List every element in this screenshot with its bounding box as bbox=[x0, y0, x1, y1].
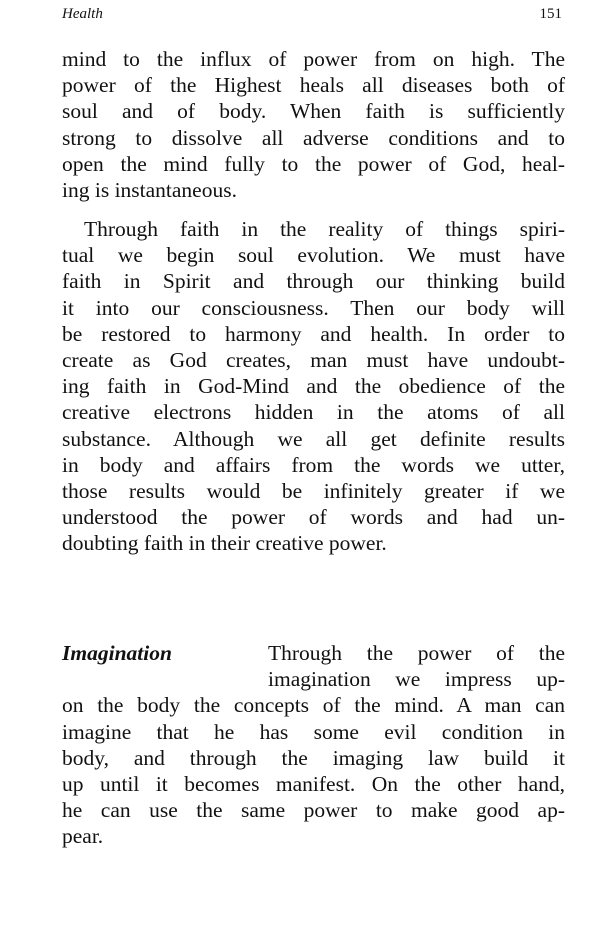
text-line: Through faith in the reality of things spiri- bbox=[84, 217, 565, 241]
text-line: create as God creates, man must have undoubt- bbox=[62, 347, 565, 372]
text-line: mind to the influx of power from on high. The bbox=[62, 47, 565, 71]
text-line: on the body the concepts of the mind. A man can bbox=[62, 693, 565, 718]
text-line: faith in Spirit and through our thinking build bbox=[62, 269, 565, 294]
text-line: ing is instantaneous. bbox=[62, 177, 237, 202]
section-subheading: Imagination bbox=[62, 641, 172, 665]
text-line: body, and through the imaging law build it bbox=[62, 745, 565, 770]
text-line: doubting faith in their creative power. bbox=[62, 531, 387, 556]
page-number: 151 bbox=[539, 6, 562, 22]
text-line: substance. Although we all get definite results bbox=[62, 426, 565, 451]
text-line: tual we begin soul evolution. We must have bbox=[62, 243, 565, 268]
text-line: pear. bbox=[62, 824, 104, 849]
text-line: in body and affairs from the words we utter, bbox=[62, 452, 565, 477]
text-line: imagination we impress up- bbox=[268, 667, 565, 692]
text-line: strong to dissolve all adverse conditions and to bbox=[62, 125, 565, 150]
text-line: creative electrons hidden in the atoms of all bbox=[62, 400, 565, 425]
text-line: imagine that he has some evil condition in bbox=[62, 719, 565, 744]
text-line: soul and of body. When faith is sufficiently bbox=[62, 99, 565, 124]
text-line: up until it becomes manifest. On the other hand, bbox=[62, 771, 565, 796]
text-line: ing faith in God-Mind and the obedience of the bbox=[62, 374, 565, 399]
text-line: understood the power of words and had un- bbox=[62, 505, 565, 530]
text-line: be restored to harmony and health. In order to bbox=[62, 321, 565, 346]
running-head: Health bbox=[62, 6, 103, 22]
paragraph-2 bbox=[62, 216, 565, 556]
text-line: open the mind fully to the power of God, heal- bbox=[62, 151, 565, 176]
paragraph-3 bbox=[62, 640, 565, 850]
text-line: Through the power of the bbox=[268, 641, 565, 665]
text-line: those results would be infinitely greater if we bbox=[62, 478, 565, 503]
text-line: he can use the same power to make good ap- bbox=[62, 798, 565, 823]
subhead-row bbox=[62, 640, 565, 666]
paragraph-1 bbox=[62, 46, 565, 203]
text-line: power of the Highest heals all diseases both of bbox=[62, 73, 565, 98]
text-line: it into our consciousness. Then our body will bbox=[62, 295, 565, 320]
